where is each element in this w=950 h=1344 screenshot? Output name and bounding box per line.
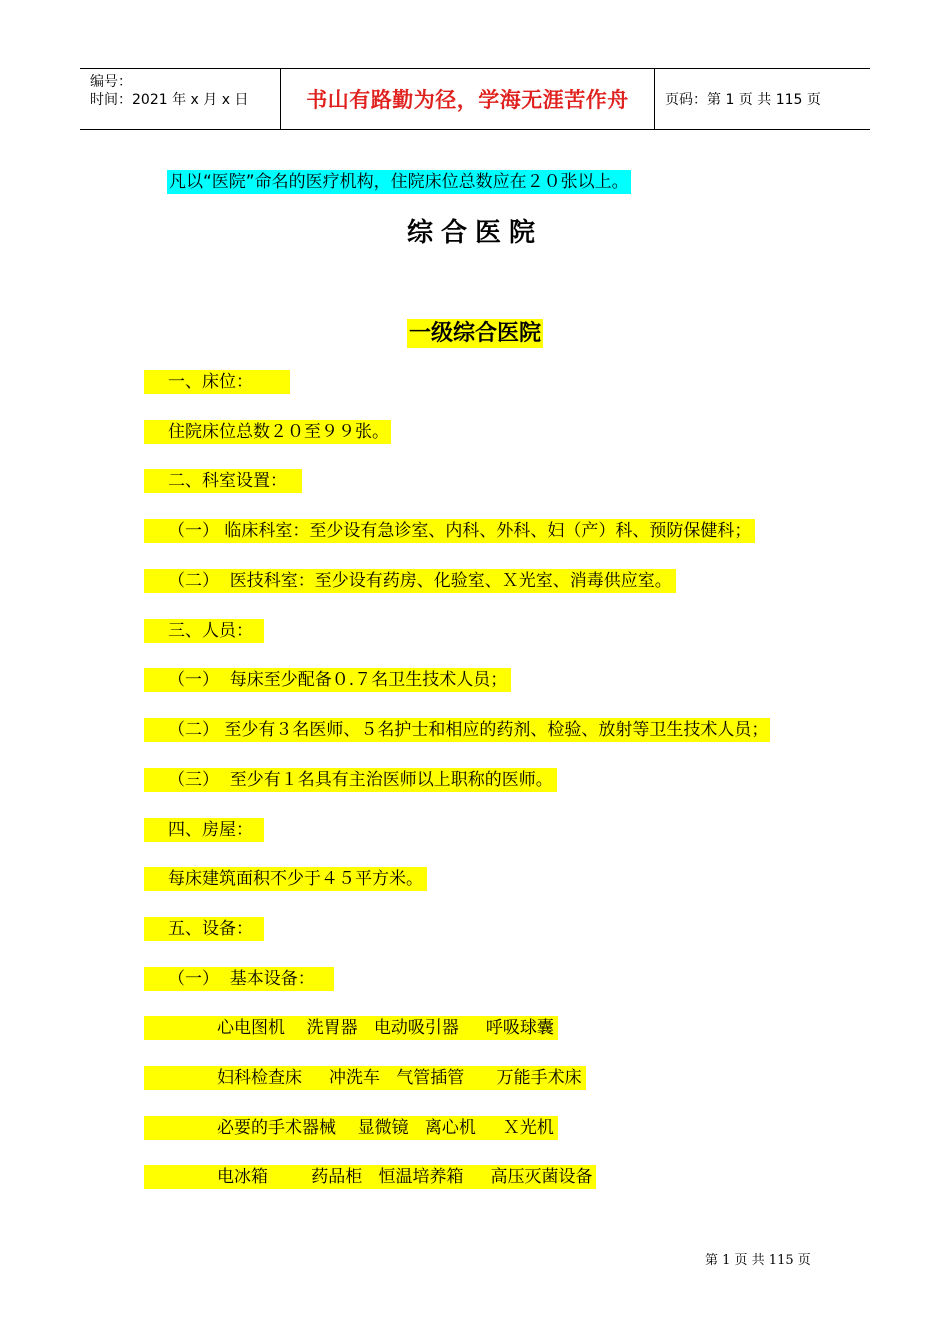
document-title: 综合医院 (406, 218, 543, 248)
line-6: （一） 每床至少配备０.７名卫生技术人员； (144, 668, 511, 692)
line-15: 必要的手术器械 显微镜 离心机 Ｘ光机 (144, 1116, 558, 1140)
header-table (80, 68, 870, 130)
line-16: 电冰箱 药品柜 恒温培养箱 高压灭菌设备 (144, 1165, 596, 1189)
line-0: 一、床位： (144, 370, 290, 394)
section-title (0, 316, 950, 347)
date-label: 时间：2021 年 x 月 x 日 (90, 92, 249, 108)
page-footer: 第 1 页 共 115 页 (705, 1253, 811, 1268)
line-5: 三、人员： (144, 619, 264, 643)
header-page-cell (655, 69, 870, 129)
page-label: 页码：第 1 页 共 115 页 (665, 92, 821, 108)
section-title-text: 一级综合医院 (408, 321, 541, 346)
line-2: 二、科室设置： (144, 469, 302, 493)
line-3: （一） 临床科室：至少设有急诊室、内科、外科、妇（产）科、预防保健科； (144, 519, 755, 543)
line-14: 妇科检查床 冲洗车 气管插管 万能手术床 (144, 1066, 586, 1090)
line-8: （三） 至少有１名具有主治医师以上职称的医师。 (144, 768, 557, 792)
motto: 书山有路勤为径，学海无涯苦作舟 (306, 87, 629, 112)
line-10: 每床建筑面积不少于４５平方米。 (144, 867, 427, 891)
header-motto-cell (281, 69, 655, 129)
line-9: 四、房屋： (144, 818, 264, 842)
line-4: （二） 医技科室：至少设有药房、化验室、Ｘ光室、消毒供应室。 (144, 569, 676, 593)
line-12: （一） 基本设备： (144, 967, 334, 991)
header-meta-cell (80, 69, 281, 129)
number-label: 编号： (90, 74, 132, 90)
line-7: （二） 至少有３名医师、５名护士和相应的药剂、检验、放射等卫生技术人员； (144, 718, 770, 742)
line-11: 五、设备： (144, 917, 264, 941)
line-1: 住院床位总数２０至９９张。 (144, 420, 391, 444)
line-13: 心电图机 洗胃器 电动吸引器 呼吸球囊 (144, 1016, 558, 1040)
notice-text: 凡以“医院”命名的医疗机构，住院床位总数应在２０张以上。 (169, 172, 629, 192)
